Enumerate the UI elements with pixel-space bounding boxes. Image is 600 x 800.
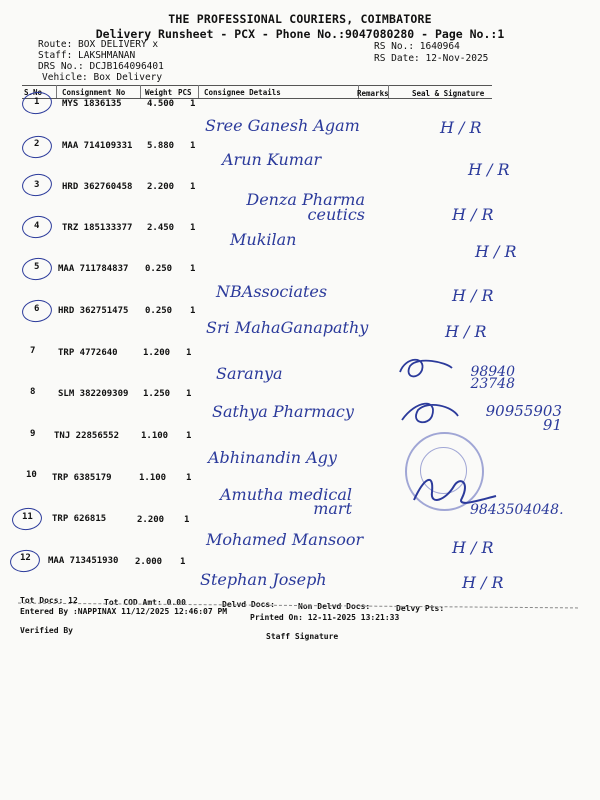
row-weight: 2.450 <box>147 223 175 233</box>
row-pcs: 1 <box>190 182 196 192</box>
row-signature: 90955903 91 <box>485 402 562 434</box>
runsheet-subtitle: Delivery Runsheet - PCX - Phone No.:9047080280 - Page No.:1 <box>95 27 505 41</box>
row-consignee-handwritten: NBAssociates <box>216 282 328 301</box>
printed-on: Printed On: 12-11-2025 13:21:33 <box>250 613 400 622</box>
col-divider <box>198 85 199 98</box>
verified-by: Verified By <box>20 626 73 635</box>
row-consignee-handwritten: Denza Pharma ceutics <box>246 190 365 224</box>
col-sno: S.No <box>24 88 43 97</box>
row-consignee-handwritten: Mukilan <box>230 230 297 249</box>
rs-date: RS Date: 12-Nov-2025 <box>374 53 489 64</box>
row-consignment: TRP 4772640 <box>58 348 118 358</box>
row-pcs: 1 <box>184 515 190 525</box>
non-delivered-docs: Non Delvd Docs: <box>298 602 371 611</box>
col-consignee: Consignee Details <box>204 88 281 97</box>
row-pcs: 1 <box>190 99 196 109</box>
company-title: THE PROFESSIONAL COURIERS, COIMBATORE <box>168 12 432 26</box>
row-pcs: 1 <box>190 223 196 233</box>
col-divider <box>56 85 57 98</box>
row-signature: H / R <box>452 205 494 224</box>
scribble-signature <box>398 396 462 430</box>
row-consignee-handwritten: Amutha medical mart <box>219 485 352 518</box>
row-consignment: HRD 362751475 <box>58 306 129 316</box>
row-weight: 2.000 <box>135 557 163 567</box>
row-sno: 1 <box>34 97 40 107</box>
row-weight: 1.200 <box>143 348 171 358</box>
row-pcs: 1 <box>190 306 196 316</box>
row-sno: 7 <box>30 346 36 356</box>
col-remarks: Remarks <box>357 89 389 98</box>
row-consignee-handwritten: Sathya Pharmacy <box>212 402 354 421</box>
row-consignee-handwritten: Mohamed Mansoor <box>206 530 364 549</box>
row-consignment: TRZ 185133377 <box>62 223 133 233</box>
col-consignment: Consignment No <box>62 88 126 97</box>
row-signature: 9843504048. <box>470 502 564 518</box>
drs-field: DRS No.: DCJB164096401 <box>38 61 164 72</box>
row-pcs: 1 <box>190 141 196 151</box>
header-top-rule <box>22 85 492 86</box>
total-docs: Tot Docs: 12 <box>20 596 78 605</box>
row-signature: 98940 23748 <box>470 364 515 392</box>
total-cod-amount: Tot COD Amt: 0.00 <box>104 598 186 607</box>
staff-field: Staff: LAKSHMANAN <box>38 50 136 61</box>
row-sno: 5 <box>34 262 40 272</box>
row-consignment: TRP 626815 <box>52 514 107 524</box>
row-weight: 4.500 <box>147 99 175 109</box>
rs-number: RS No.: 1640964 <box>374 41 460 52</box>
staff-signature: Staff Signature <box>266 632 339 641</box>
row-signature: H / R <box>452 538 494 557</box>
row-sno: 3 <box>34 180 40 190</box>
row-consignment: MAA 714109331 <box>62 141 133 151</box>
row-consignment: MAA 711784837 <box>58 264 129 274</box>
row-pcs: 1 <box>186 348 192 358</box>
row-weight: 1.100 <box>139 473 167 483</box>
row-signature: H / R <box>445 322 487 341</box>
col-seal: Seal & Signature <box>412 89 485 98</box>
row-consignee-handwritten: Stephan Joseph <box>200 570 327 589</box>
row-sno: 2 <box>34 139 40 149</box>
row-signature: H / R <box>462 573 504 592</box>
row-sno: 4 <box>34 221 40 231</box>
row-consignment: TRP 6385179 <box>52 473 112 483</box>
row-pcs: 1 <box>190 264 196 274</box>
row-consignee-handwritten: Saranya <box>216 364 283 383</box>
row-pcs: 1 <box>186 389 192 399</box>
row-signature: H / R <box>475 242 517 261</box>
row-consignee-handwritten: Arun Kumar <box>222 150 322 169</box>
delivered-docs: Delvd Docs: <box>222 600 275 609</box>
col-weight: Weight <box>145 88 173 97</box>
row-weight: 1.250 <box>143 389 171 399</box>
row-consignment: MAA 713451930 <box>48 556 119 566</box>
row-weight: 2.200 <box>137 515 165 525</box>
row-consignee-handwritten: Abhinandin Agy <box>208 448 337 467</box>
row-weight: 5.880 <box>147 141 175 151</box>
col-divider <box>140 85 141 98</box>
scribble-signature <box>396 354 456 384</box>
entered-by: Entered By :NAPPINAX 11/12/2025 12:46:07 PM <box>20 607 228 616</box>
row-signature: H / R <box>440 118 482 137</box>
row-consignment: TNJ 22856552 <box>54 431 120 441</box>
row-consignment: SLM 382209309 <box>58 389 129 399</box>
row-pcs: 1 <box>186 431 192 441</box>
row-sno: 10 <box>26 470 37 480</box>
row-sno: 9 <box>30 429 36 439</box>
row-consignment: MYS 1836135 <box>62 99 122 109</box>
row-sno: 6 <box>34 304 40 314</box>
row-sno: 12 <box>20 553 31 563</box>
row-consignee-handwritten: Sri MahaGanapathy <box>206 318 369 337</box>
row-consignment: HRD 362760458 <box>62 182 133 192</box>
row-weight: 1.100 <box>141 431 169 441</box>
row-weight: 2.200 <box>147 182 175 192</box>
row-pcs: 1 <box>180 557 186 567</box>
route-field: Route: BOX DELIVERY x <box>38 39 159 50</box>
delivery-points: Delvy Pts: <box>396 604 445 613</box>
row-consignee-handwritten: Sree Ganesh Agam <box>205 116 360 135</box>
row-signature: H / R <box>452 286 494 305</box>
row-weight: 0.250 <box>145 264 173 274</box>
row-sno: 8 <box>30 387 36 397</box>
col-pcs: PCS <box>178 88 192 97</box>
row-sno: 11 <box>22 512 33 522</box>
row-pcs: 1 <box>186 473 192 483</box>
row-signature: H / R <box>468 160 510 179</box>
row-weight: 0.250 <box>145 306 173 316</box>
vehicle-field: Vehicle: Box Delivery <box>42 72 163 83</box>
